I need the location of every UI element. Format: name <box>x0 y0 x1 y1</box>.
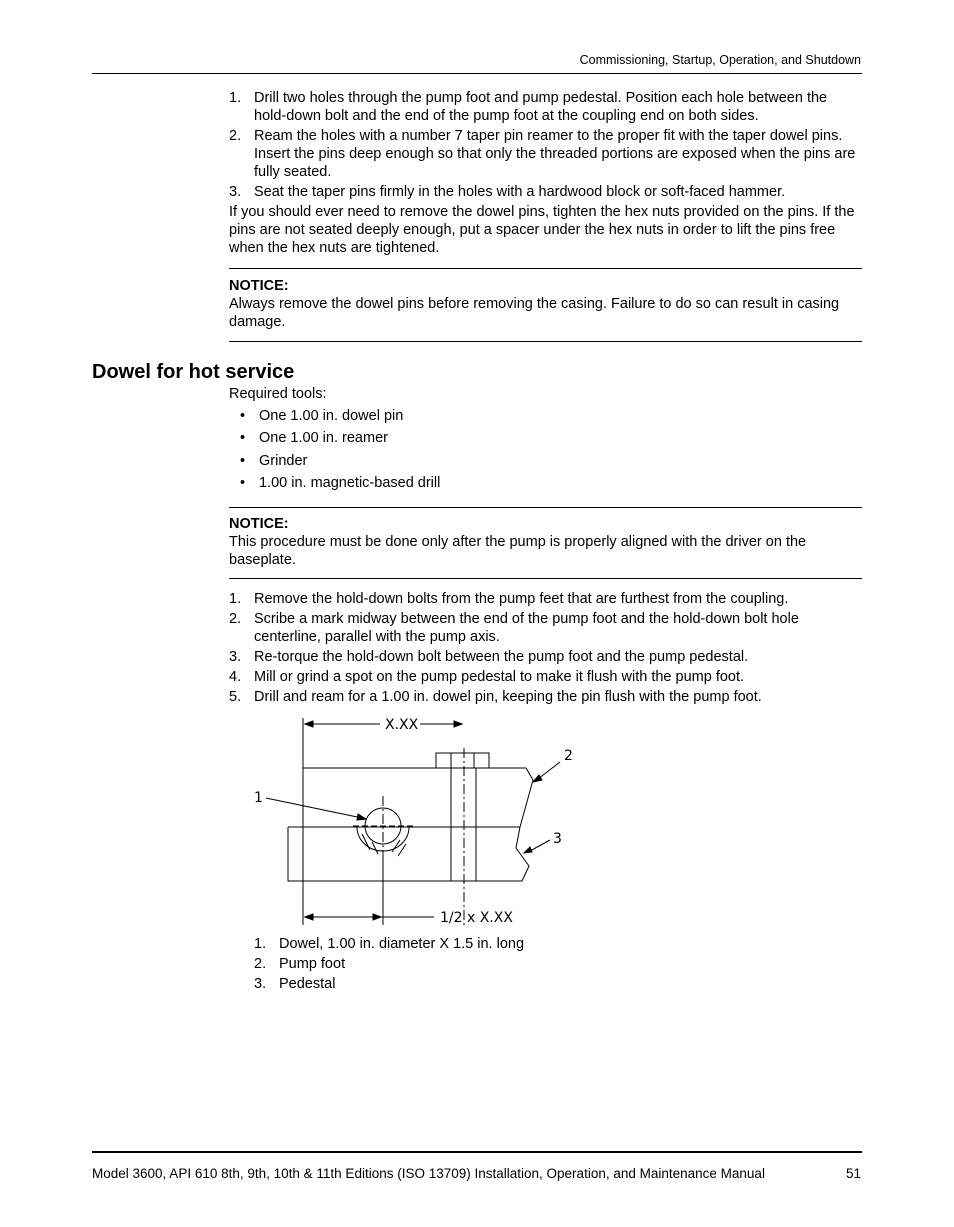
list-item: 3. Re-torque the hold-down bolt between the pump foot and the pump pedestal. <box>229 649 749 665</box>
callout-1: 1 <box>254 790 263 806</box>
list-item: • One 1.00 in. dowel pin <box>240 408 404 424</box>
arrow-icon <box>533 775 542 782</box>
list-item: 3. Seat the taper pins firmly in the holes with a hardwood block or soft-faced hammer. <box>229 184 786 200</box>
list-item: 1. Dowel, 1.00 in. diameter X 1.5 in. long <box>254 936 525 952</box>
leader-line <box>266 798 362 818</box>
list-item: • One 1.00 in. reamer <box>240 430 388 447</box>
legend-list <box>254 935 524 993</box>
callout-3: 3 <box>553 831 562 847</box>
bullet-icon: • <box>240 452 246 469</box>
list-item: 5. Drill and ream for a 1.00 in. dowel pin, keeping the pin flush with the pump foot. <box>229 689 762 705</box>
arrow-icon <box>305 721 313 727</box>
list-item: 2. Pump foot <box>254 956 346 972</box>
list-item: 2. Scribe a mark midway between the end of the pump foot and the hold-down bolt hole centerline, parallel with the pump axis. <box>229 611 799 645</box>
list-item: 1. Drill two holes through the pump foot and pump pedestal. Position each hole between the hold-down bolt and the end of the pump foot at the coupling end on both sides. <box>229 90 828 124</box>
callout-2: 2 <box>564 748 573 764</box>
notice-text: This procedure must be done only after the pump is properly aligned with the driver on the baseplate. <box>229 534 807 568</box>
footer-manual-title: Model 3600, API 610 8th, 9th, 10th & 11th Editions (ISO 13709) Installation, Operation, and Maintenance Manual <box>92 1166 765 1181</box>
notice-title: NOTICE: <box>229 516 289 532</box>
list-item: 1. Remove the hold-down bolts from the pump feet that are furthest from the coupling. <box>229 591 789 607</box>
section-title: Dowel for hot service <box>92 361 295 383</box>
arrow-icon <box>373 914 381 920</box>
leader-line <box>530 840 550 851</box>
list-item: 4. Mill or grind a spot on the pump pedestal to make it flush with the pump foot. <box>229 669 745 685</box>
pump-foot <box>303 768 533 827</box>
figure-legend <box>254 935 524 995</box>
page-number: 51 <box>845 1166 861 1181</box>
arrow-icon <box>305 914 313 920</box>
intro-paragraph: If you should ever need to remove the dowel pins, tighten the hex nuts provided on the pins. If the pins are not seated deeply enough, put a spacer under the hex nuts in order to lift the pins free when the hex nuts are tightened. <box>229 204 855 256</box>
arrow-icon <box>357 814 366 820</box>
list-item: • Grinder <box>240 452 308 469</box>
arrow-icon <box>454 721 462 727</box>
bolt-head <box>436 753 489 768</box>
bullet-icon: • <box>240 430 246 447</box>
list-item: 2. Ream the holes with a number 7 taper pin reamer to the proper fit with the taper dowel pins. Insert the pins deep enough so that only the threaded portions are exposed when the pins are fully seated. <box>229 128 856 180</box>
bullet-icon: • <box>240 474 246 491</box>
tools-label: Required tools: <box>229 386 327 402</box>
dimension-top-label: X.XX <box>385 717 419 733</box>
running-header: Commissioning, Startup, Operation, and Shutdown <box>579 53 861 67</box>
leader-line <box>538 762 560 779</box>
list-item: 3. Pedestal <box>254 976 336 992</box>
notice-text: Always remove the dowel pins before removing the casing. Failure to do so can result in casing damage. <box>229 296 840 330</box>
footer-rule <box>92 1151 862 1153</box>
list-item: • 1.00 in. magnetic-based drill <box>240 474 441 491</box>
pedestal <box>288 827 529 881</box>
arrow-icon <box>524 847 532 853</box>
bullet-icon: • <box>240 408 246 424</box>
dimension-bottom-label: 1/2 x X.XX <box>440 910 513 926</box>
notice-title: NOTICE: <box>229 278 289 294</box>
